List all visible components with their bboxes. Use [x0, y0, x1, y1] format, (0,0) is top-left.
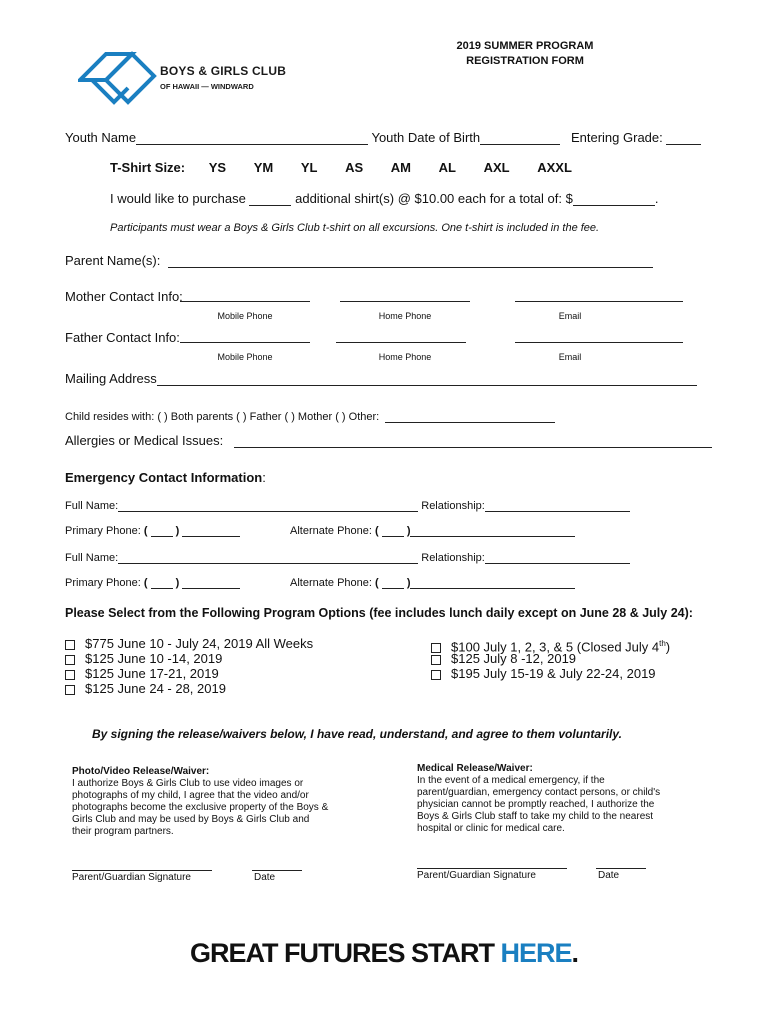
emergency-1-phone-row: Primary Phone: ( ): [65, 525, 240, 537]
youth-name-label: Youth Name: [65, 130, 137, 145]
waiver-text: I authorize Boys & Girls Club to use video images or: [72, 778, 304, 789]
size-option[interactable]: AS: [345, 160, 364, 175]
checkbox[interactable]: [431, 670, 441, 680]
logo-sub: OF HAWAII — WINDWARD: [160, 82, 254, 91]
emergency-heading: [65, 470, 266, 485]
medical-signature-field[interactable]: [417, 868, 567, 869]
relationship-field[interactable]: [485, 552, 630, 564]
allergies-label: Allergies or Medical Issues:: [65, 433, 224, 448]
relationship-field[interactable]: [485, 500, 630, 512]
purchase-label-2: additional shirt(s) @ $10.00 each for a total of:: [295, 191, 562, 206]
youth-dob-label: Youth Date of Birth: [371, 130, 481, 145]
checkbox[interactable]: [65, 655, 75, 665]
photo-waiver-title: Photo/Video Release/Waiver:: [72, 766, 210, 777]
logo: [78, 50, 308, 110]
grade-field[interactable]: [666, 132, 701, 145]
waiver-text: photographs of my child, I agree that the video and/or: [72, 790, 309, 801]
size-option[interactable]: YM: [253, 160, 274, 175]
primary-phone-field[interactable]: [182, 525, 240, 537]
waiver-text: photographs become the exclusive property of the Boys &: [72, 802, 329, 813]
tagline-text: GREAT FUTURES START: [190, 938, 501, 968]
size-option[interactable]: AXXL: [537, 160, 572, 175]
caption-email: Email: [558, 311, 582, 321]
medical-signature-label: Parent/Guardian Signature: [417, 870, 536, 881]
youth-name-field[interactable]: [136, 132, 368, 145]
allergies-row: [65, 433, 712, 448]
alternate-area-field[interactable]: [382, 577, 404, 589]
checkbox[interactable]: [65, 685, 75, 695]
relationship-label: Relationship:: [421, 500, 485, 512]
alternate-phone-label: Alternate Phone:: [290, 577, 372, 589]
parent-names-field[interactable]: [168, 255, 653, 268]
alternate-area-field[interactable]: [382, 525, 404, 537]
purchase-qty-field[interactable]: [249, 193, 291, 206]
full-name-field[interactable]: [118, 500, 418, 512]
mother-email-field[interactable]: [515, 289, 683, 302]
emergency-heading-colon: :: [262, 470, 266, 485]
father-contact-label: Father Contact Info:: [65, 330, 180, 345]
primary-phone-label: Primary Phone:: [65, 577, 141, 589]
option-item[interactable]: $125 June 24 - 28, 2019: [65, 681, 226, 696]
photo-signature-field[interactable]: [72, 870, 212, 871]
option-item[interactable]: $125 June 10 -14, 2019: [65, 651, 222, 666]
full-name-field[interactable]: [118, 552, 418, 564]
alternate-phone-field[interactable]: [410, 577, 575, 589]
primary-area-field[interactable]: [151, 577, 173, 589]
emergency-heading-text: Emergency Contact Information: [65, 470, 263, 485]
caption-email: Email: [558, 352, 582, 362]
superscript: th: [659, 639, 666, 648]
checkbox[interactable]: [65, 640, 75, 650]
medical-date-field[interactable]: [596, 868, 646, 869]
size-option[interactable]: YS: [208, 160, 227, 175]
father-mobile-field[interactable]: [180, 330, 310, 343]
youth-dob-field[interactable]: [480, 132, 560, 145]
photo-date-field[interactable]: [252, 870, 302, 871]
waiver-text: physician cannot be promptly reached, I authorize the: [417, 799, 655, 810]
option-item[interactable]: $775 June 10 - July 24, 2019 All Weeks: [65, 636, 313, 651]
primary-phone-label: Primary Phone:: [65, 525, 141, 537]
father-email-field[interactable]: [515, 330, 683, 343]
emergency-2-alt-row: Alternate Phone: ( ): [290, 577, 575, 589]
emergency-2-phone-row: Primary Phone: ( ): [65, 577, 240, 589]
resides-label: Child resides with: ( ) Both parents ( ) Father ( ) Mother ( ) Other:: [65, 411, 380, 423]
size-option[interactable]: AM: [390, 160, 411, 175]
mailing-address-label: Mailing Address: [65, 371, 157, 386]
primary-area-field[interactable]: [151, 525, 173, 537]
caption-mobile: Mobile Phone: [217, 311, 273, 321]
caption-home: Home Phone: [378, 311, 432, 321]
caption-home: Home Phone: [378, 352, 432, 362]
size-option[interactable]: YL: [300, 160, 318, 175]
purchase-total-field[interactable]: [573, 193, 655, 206]
checkbox[interactable]: [431, 655, 441, 665]
waiver-text: their program partners.: [72, 826, 174, 837]
tshirt-label: T-Shirt Size:: [110, 160, 186, 175]
checkbox[interactable]: [65, 670, 75, 680]
waiver-text: Boys & Girls Club staff to take my child to the nearest: [417, 811, 654, 822]
resides-other-field[interactable]: [385, 411, 555, 423]
resides-row: [65, 411, 555, 423]
full-name-label: Full Name:: [65, 500, 119, 512]
waiver-text: hospital or clinic for medical care.: [417, 823, 565, 834]
tshirt-sizes-row: [110, 160, 596, 175]
purchase-label: I would like to purchase: [110, 191, 246, 206]
primary-phone-field[interactable]: [182, 577, 240, 589]
form-title-line1: 2019 SUMMER PROGRAM: [456, 40, 594, 52]
form-title-line2: REGISTRATION FORM: [466, 55, 584, 67]
alternate-phone-field[interactable]: [410, 525, 575, 537]
emergency-1-alt-row: Alternate Phone: ( ): [290, 525, 575, 537]
parent-names-label: Parent Name(s):: [65, 253, 161, 268]
mother-home-field[interactable]: [340, 289, 470, 302]
tshirt-note: Participants must wear a Boys & Girls Club t-shirt on all excursions. One t-shirt is included in the fee.: [110, 222, 600, 234]
footer-tagline: [190, 938, 590, 969]
full-name-label: Full Name:: [65, 552, 119, 564]
medical-waiver: [417, 763, 660, 835]
relationship-label: Relationship:: [421, 552, 485, 564]
youth-row: [65, 130, 701, 145]
mailing-address-field[interactable]: [157, 373, 697, 386]
signing-statement: By signing the release/waivers below, I have read, understand, and agree to them voluntarily.: [92, 727, 622, 741]
option-item[interactable]: $125 June 17-21, 2019: [65, 666, 219, 681]
mother-mobile-field[interactable]: [180, 289, 310, 302]
option-item[interactable]: $125 July 8 -12, 2019: [431, 651, 576, 666]
mailing-address-row: [65, 371, 697, 386]
grade-label: Entering Grade:: [570, 130, 663, 145]
boys-girls-club-logo-icon: [78, 50, 158, 110]
size-option[interactable]: AXL: [483, 160, 510, 175]
parent-names-row: [65, 253, 653, 268]
tagline-period: .: [571, 938, 579, 968]
tagline-accent: HERE: [500, 938, 572, 968]
father-home-field[interactable]: [336, 330, 466, 343]
emergency-1-name-row: [65, 500, 630, 512]
medical-waiver-title: Medical Release/Waiver:: [417, 763, 533, 774]
size-option[interactable]: AL: [438, 160, 456, 175]
logo-name: BOYS & GIRLS CLUB: [160, 64, 287, 78]
option-item[interactable]: $100 July 1, 2, 3, & 5 (Closed July 4th): [431, 636, 670, 651]
caption-mobile: Mobile Phone: [217, 352, 273, 362]
mother-contact-label: Mother Contact Info:: [65, 289, 183, 304]
alternate-phone-label: Alternate Phone:: [290, 525, 372, 537]
option-item[interactable]: $195 July 15-19 & July 22-24, 2019: [431, 666, 656, 681]
medical-date-label: Date: [598, 870, 620, 881]
waiver-text: In the event of a medical emergency, if the: [417, 775, 605, 786]
currency-symbol: $: [565, 191, 573, 206]
photo-signature-label: Parent/Guardian Signature: [72, 872, 191, 883]
emergency-2-name-row: [65, 552, 630, 564]
program-options-heading: Please Select from the Following Program Options (fee includes lunch daily except on June 28 & July 24):: [65, 606, 693, 620]
waiver-text: Girls Club and may be used by Boys & Girls Club and: [72, 814, 310, 825]
waiver-text: parent/guardian, emergency contact persons, or child's: [417, 787, 661, 798]
photo-date-label: Date: [254, 872, 276, 883]
photo-waiver: [72, 766, 328, 838]
tshirt-purchase-row: I would like to purchase additional shirt(s) @ $10.00 each for a total of: $ .: [110, 191, 659, 206]
allergies-field[interactable]: [234, 435, 712, 448]
